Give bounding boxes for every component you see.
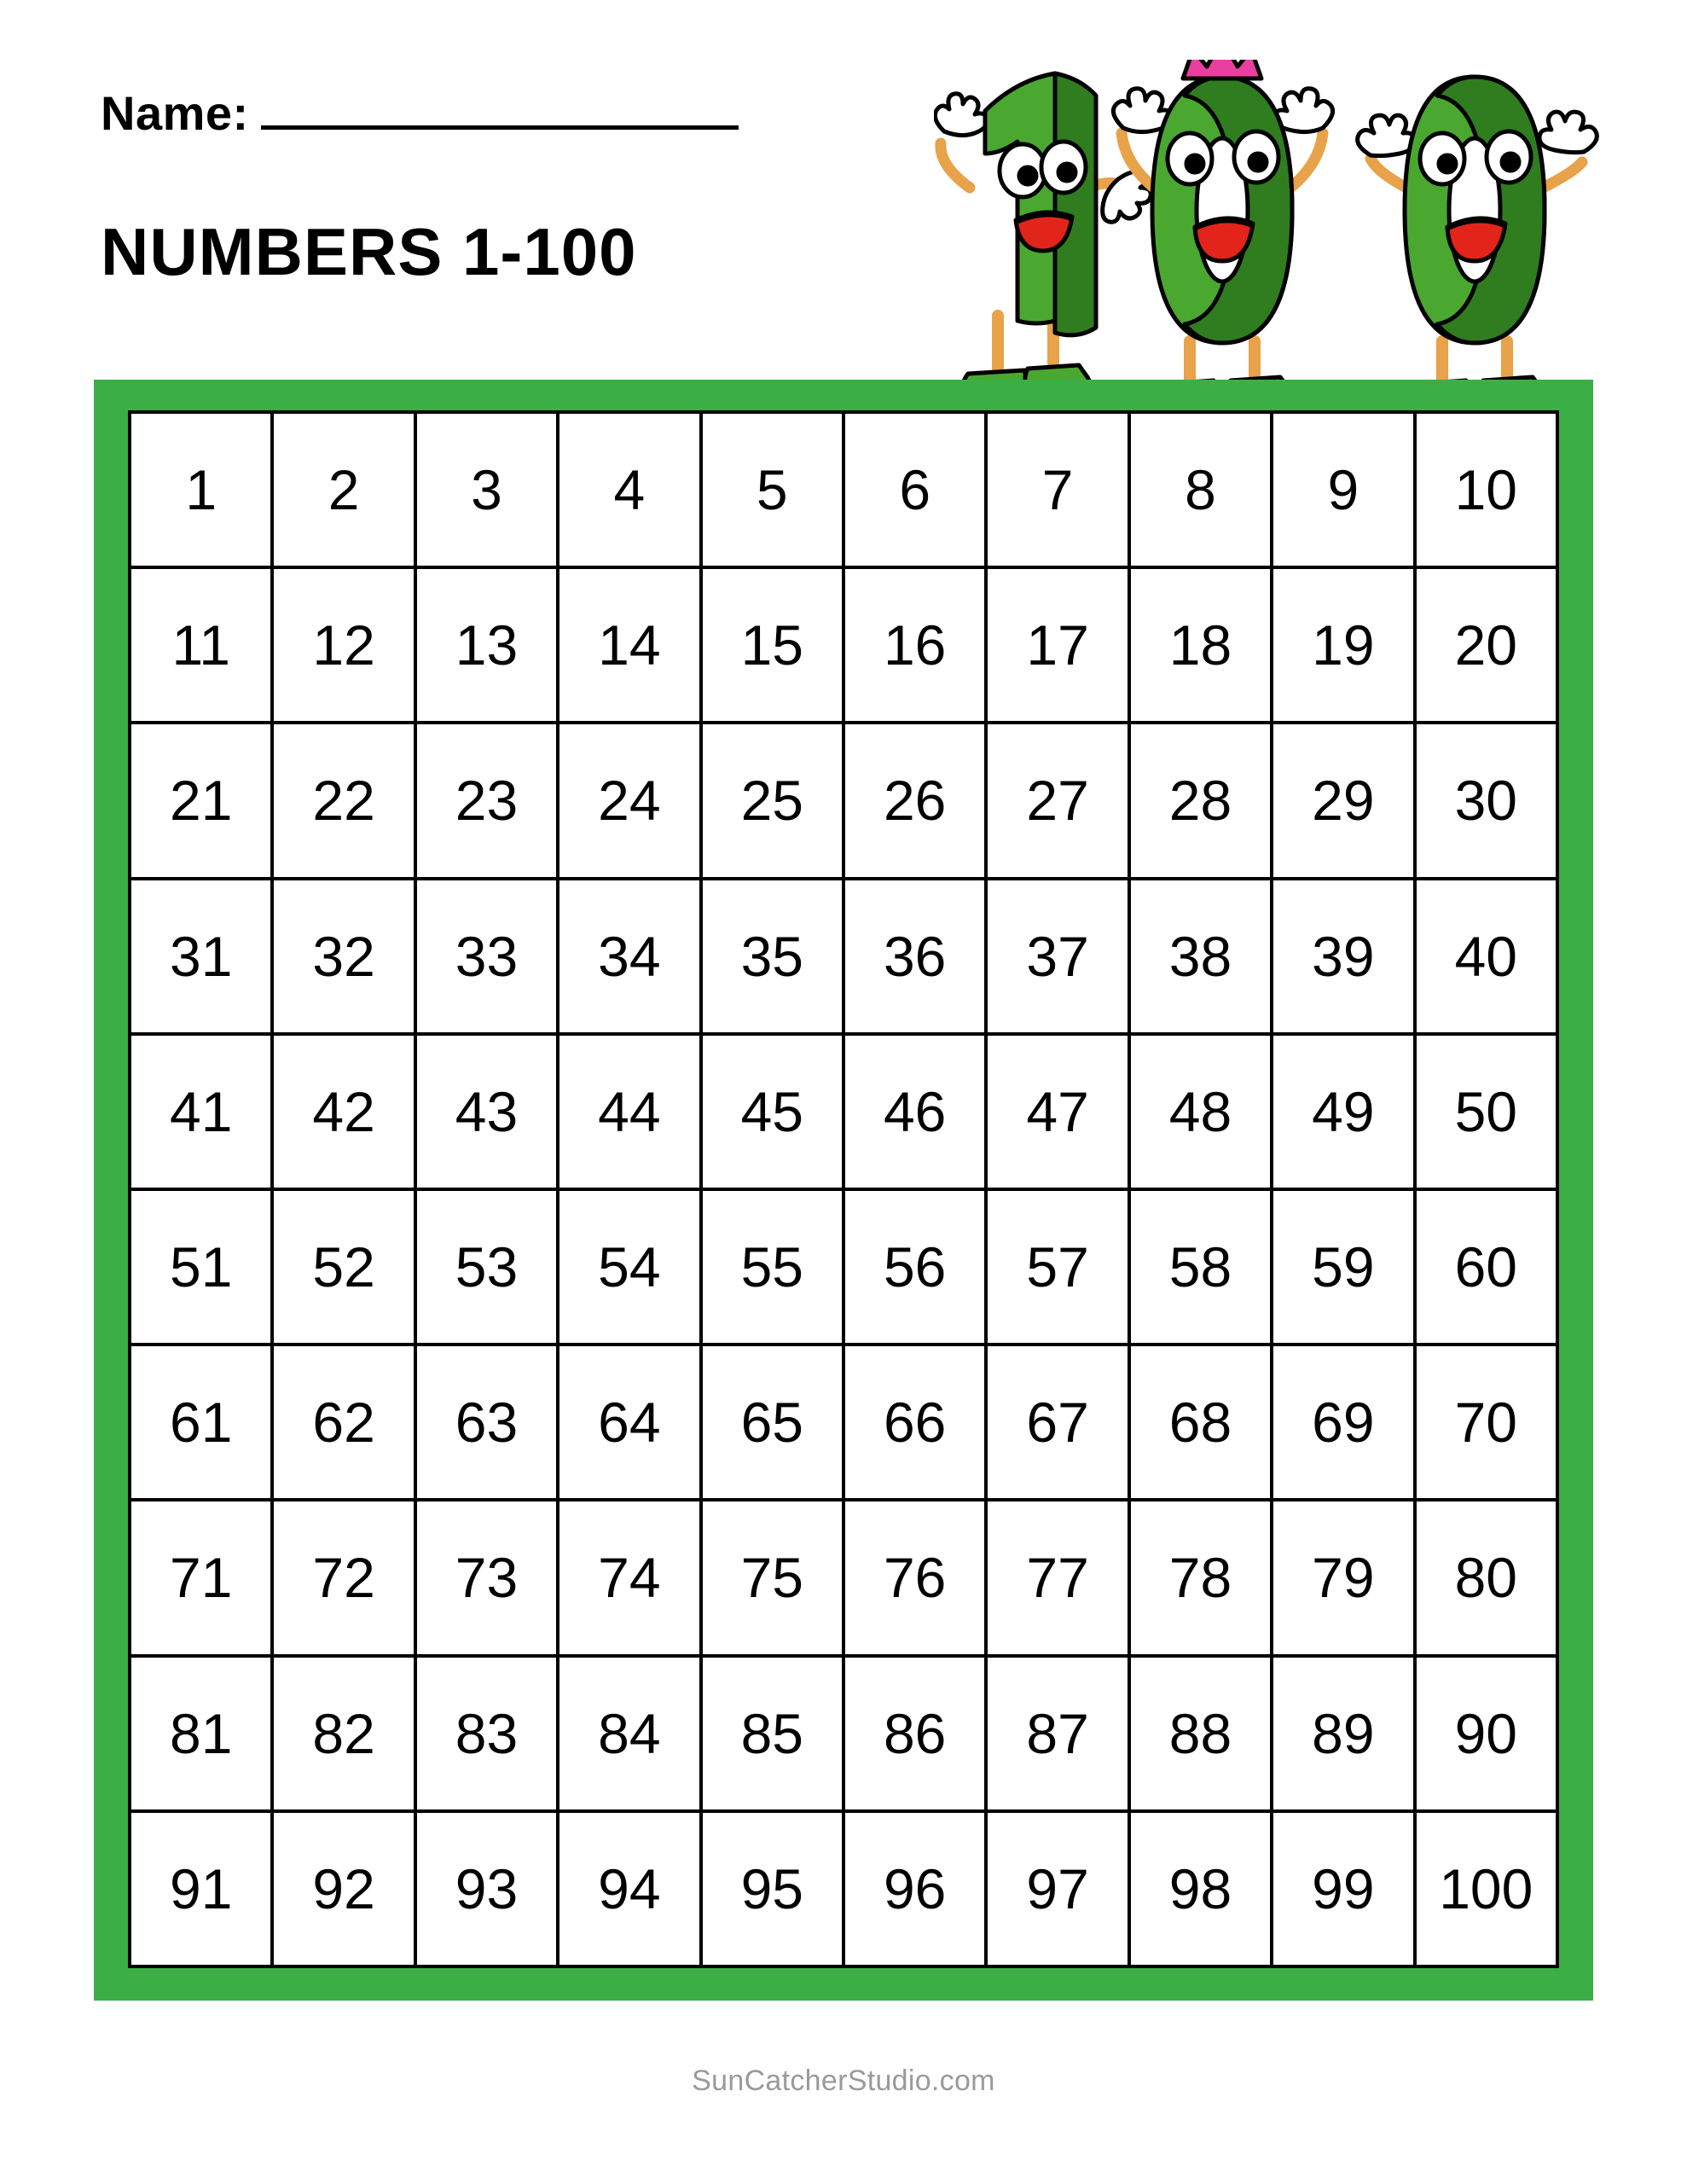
number-cell[interactable]: 41: [131, 1036, 274, 1191]
number-cell[interactable]: 52: [274, 1191, 416, 1346]
number-cell[interactable]: 80: [1417, 1502, 1559, 1657]
number-cell[interactable]: 50: [1417, 1036, 1559, 1191]
number-cell[interactable]: 71: [131, 1502, 274, 1657]
name-label: Name:: [101, 86, 249, 140]
number-cell[interactable]: 23: [417, 724, 559, 880]
number-cell[interactable]: 8: [1131, 414, 1273, 569]
worksheet-header: [94, 60, 1595, 401]
number-cell[interactable]: 69: [1273, 1346, 1416, 1502]
hundreds-chart-frame: [94, 380, 1593, 2001]
number-cell[interactable]: 67: [988, 1346, 1130, 1502]
number-cell[interactable]: 37: [988, 880, 1130, 1036]
number-cell[interactable]: 100: [1417, 1813, 1559, 1968]
number-cell[interactable]: 12: [274, 569, 416, 724]
number-cell[interactable]: 90: [1417, 1658, 1559, 1813]
number-cell[interactable]: 32: [274, 880, 416, 1036]
number-cell[interactable]: 6: [845, 414, 988, 569]
number-cell[interactable]: 3: [417, 414, 559, 569]
number-cell[interactable]: 5: [703, 414, 845, 569]
number-cell[interactable]: 22: [274, 724, 416, 880]
number-cell[interactable]: 11: [131, 569, 274, 724]
number-cell[interactable]: 97: [988, 1813, 1130, 1968]
number-cell[interactable]: 42: [274, 1036, 416, 1191]
number-cell[interactable]: 65: [703, 1346, 845, 1502]
number-cell[interactable]: 72: [274, 1502, 416, 1657]
number-cell[interactable]: 27: [988, 724, 1130, 880]
number-cell[interactable]: 21: [131, 724, 274, 880]
number-cell[interactable]: 43: [417, 1036, 559, 1191]
number-cell[interactable]: 96: [845, 1813, 988, 1968]
number-cell[interactable]: 59: [1273, 1191, 1416, 1346]
number-cell[interactable]: 15: [703, 569, 845, 724]
number-cell[interactable]: 98: [1131, 1813, 1273, 1968]
number-cell[interactable]: 24: [559, 724, 702, 880]
number-cell[interactable]: 46: [845, 1036, 988, 1191]
number-cell[interactable]: 45: [703, 1036, 845, 1191]
number-cell[interactable]: 77: [988, 1502, 1130, 1657]
number-cell[interactable]: 58: [1131, 1191, 1273, 1346]
number-cell[interactable]: 75: [703, 1502, 845, 1657]
number-cell[interactable]: 48: [1131, 1036, 1273, 1191]
number-cell[interactable]: 74: [559, 1502, 702, 1657]
number-cell[interactable]: 62: [274, 1346, 416, 1502]
page-title: NUMBERS 1-100: [101, 214, 637, 289]
number-cell[interactable]: 35: [703, 880, 845, 1036]
number-cell[interactable]: 19: [1273, 569, 1416, 724]
number-cell[interactable]: 95: [703, 1813, 845, 1968]
number-cell[interactable]: 13: [417, 569, 559, 724]
number-cell[interactable]: 51: [131, 1191, 274, 1346]
number-cell[interactable]: 94: [559, 1813, 702, 1968]
number-cell[interactable]: 31: [131, 880, 274, 1036]
number-cell[interactable]: 76: [845, 1502, 988, 1657]
number-cell[interactable]: 73: [417, 1502, 559, 1657]
number-cell[interactable]: 36: [845, 880, 988, 1036]
number-cell[interactable]: 54: [559, 1191, 702, 1346]
footer-credit: SunCatcherStudio.com: [692, 2065, 995, 2097]
number-cell[interactable]: 93: [417, 1813, 559, 1968]
number-cell[interactable]: 57: [988, 1191, 1130, 1346]
number-cell[interactable]: 56: [845, 1191, 988, 1346]
number-cell[interactable]: 7: [988, 414, 1130, 569]
number-cell[interactable]: 85: [703, 1658, 845, 1813]
number-cell[interactable]: 26: [845, 724, 988, 880]
number-cell[interactable]: 60: [1417, 1191, 1559, 1346]
number-cell[interactable]: 83: [417, 1658, 559, 1813]
number-cell[interactable]: 16: [845, 569, 988, 724]
number-cell[interactable]: 53: [417, 1191, 559, 1346]
number-cell[interactable]: 20: [1417, 569, 1559, 724]
number-cell[interactable]: 38: [1131, 880, 1273, 1036]
number-cell[interactable]: 28: [1131, 724, 1273, 880]
number-cell[interactable]: 39: [1273, 880, 1416, 1036]
number-cell[interactable]: 33: [417, 880, 559, 1036]
number-cell[interactable]: 55: [703, 1191, 845, 1346]
number-cell[interactable]: 25: [703, 724, 845, 880]
number-cell[interactable]: 86: [845, 1658, 988, 1813]
number-cell[interactable]: 99: [1273, 1813, 1416, 1968]
number-cell[interactable]: 87: [988, 1658, 1130, 1813]
number-cell[interactable]: 2: [274, 414, 416, 569]
number-cell[interactable]: 17: [988, 569, 1130, 724]
number-cell[interactable]: 9: [1273, 414, 1416, 569]
number-cell[interactable]: 82: [274, 1658, 416, 1813]
number-cell[interactable]: 18: [1131, 569, 1273, 724]
number-cell[interactable]: 81: [131, 1658, 274, 1813]
number-cell[interactable]: 88: [1131, 1658, 1273, 1813]
number-cell[interactable]: 70: [1417, 1346, 1559, 1502]
number-cell[interactable]: 47: [988, 1036, 1130, 1191]
number-cell[interactable]: 79: [1273, 1502, 1416, 1657]
number-cell[interactable]: 49: [1273, 1036, 1416, 1191]
number-cell[interactable]: 1: [131, 414, 274, 569]
number-cell[interactable]: 30: [1417, 724, 1559, 880]
name-input-line[interactable]: [261, 91, 739, 130]
number-cell[interactable]: 66: [845, 1346, 988, 1502]
number-cell[interactable]: 92: [274, 1813, 416, 1968]
number-cell[interactable]: 68: [1131, 1346, 1273, 1502]
number-cell[interactable]: 78: [1131, 1502, 1273, 1657]
number-cell[interactable]: 10: [1417, 414, 1559, 569]
number-cell[interactable]: 34: [559, 880, 702, 1036]
number-cell[interactable]: 89: [1273, 1658, 1416, 1813]
number-cell[interactable]: 29: [1273, 724, 1416, 880]
hundreds-chart-grid: [128, 410, 1559, 1968]
number-cell[interactable]: 61: [131, 1346, 274, 1502]
number-cell[interactable]: 64: [559, 1346, 702, 1502]
number-cell[interactable]: 63: [417, 1346, 559, 1502]
number-cell[interactable]: 4: [559, 414, 702, 569]
name-row: [101, 85, 739, 141]
number-cell[interactable]: 44: [559, 1036, 702, 1191]
number-cell[interactable]: 91: [131, 1813, 274, 1968]
number-cell[interactable]: 40: [1417, 880, 1559, 1036]
number-cell[interactable]: 14: [559, 569, 702, 724]
number-cell[interactable]: 84: [559, 1658, 702, 1813]
